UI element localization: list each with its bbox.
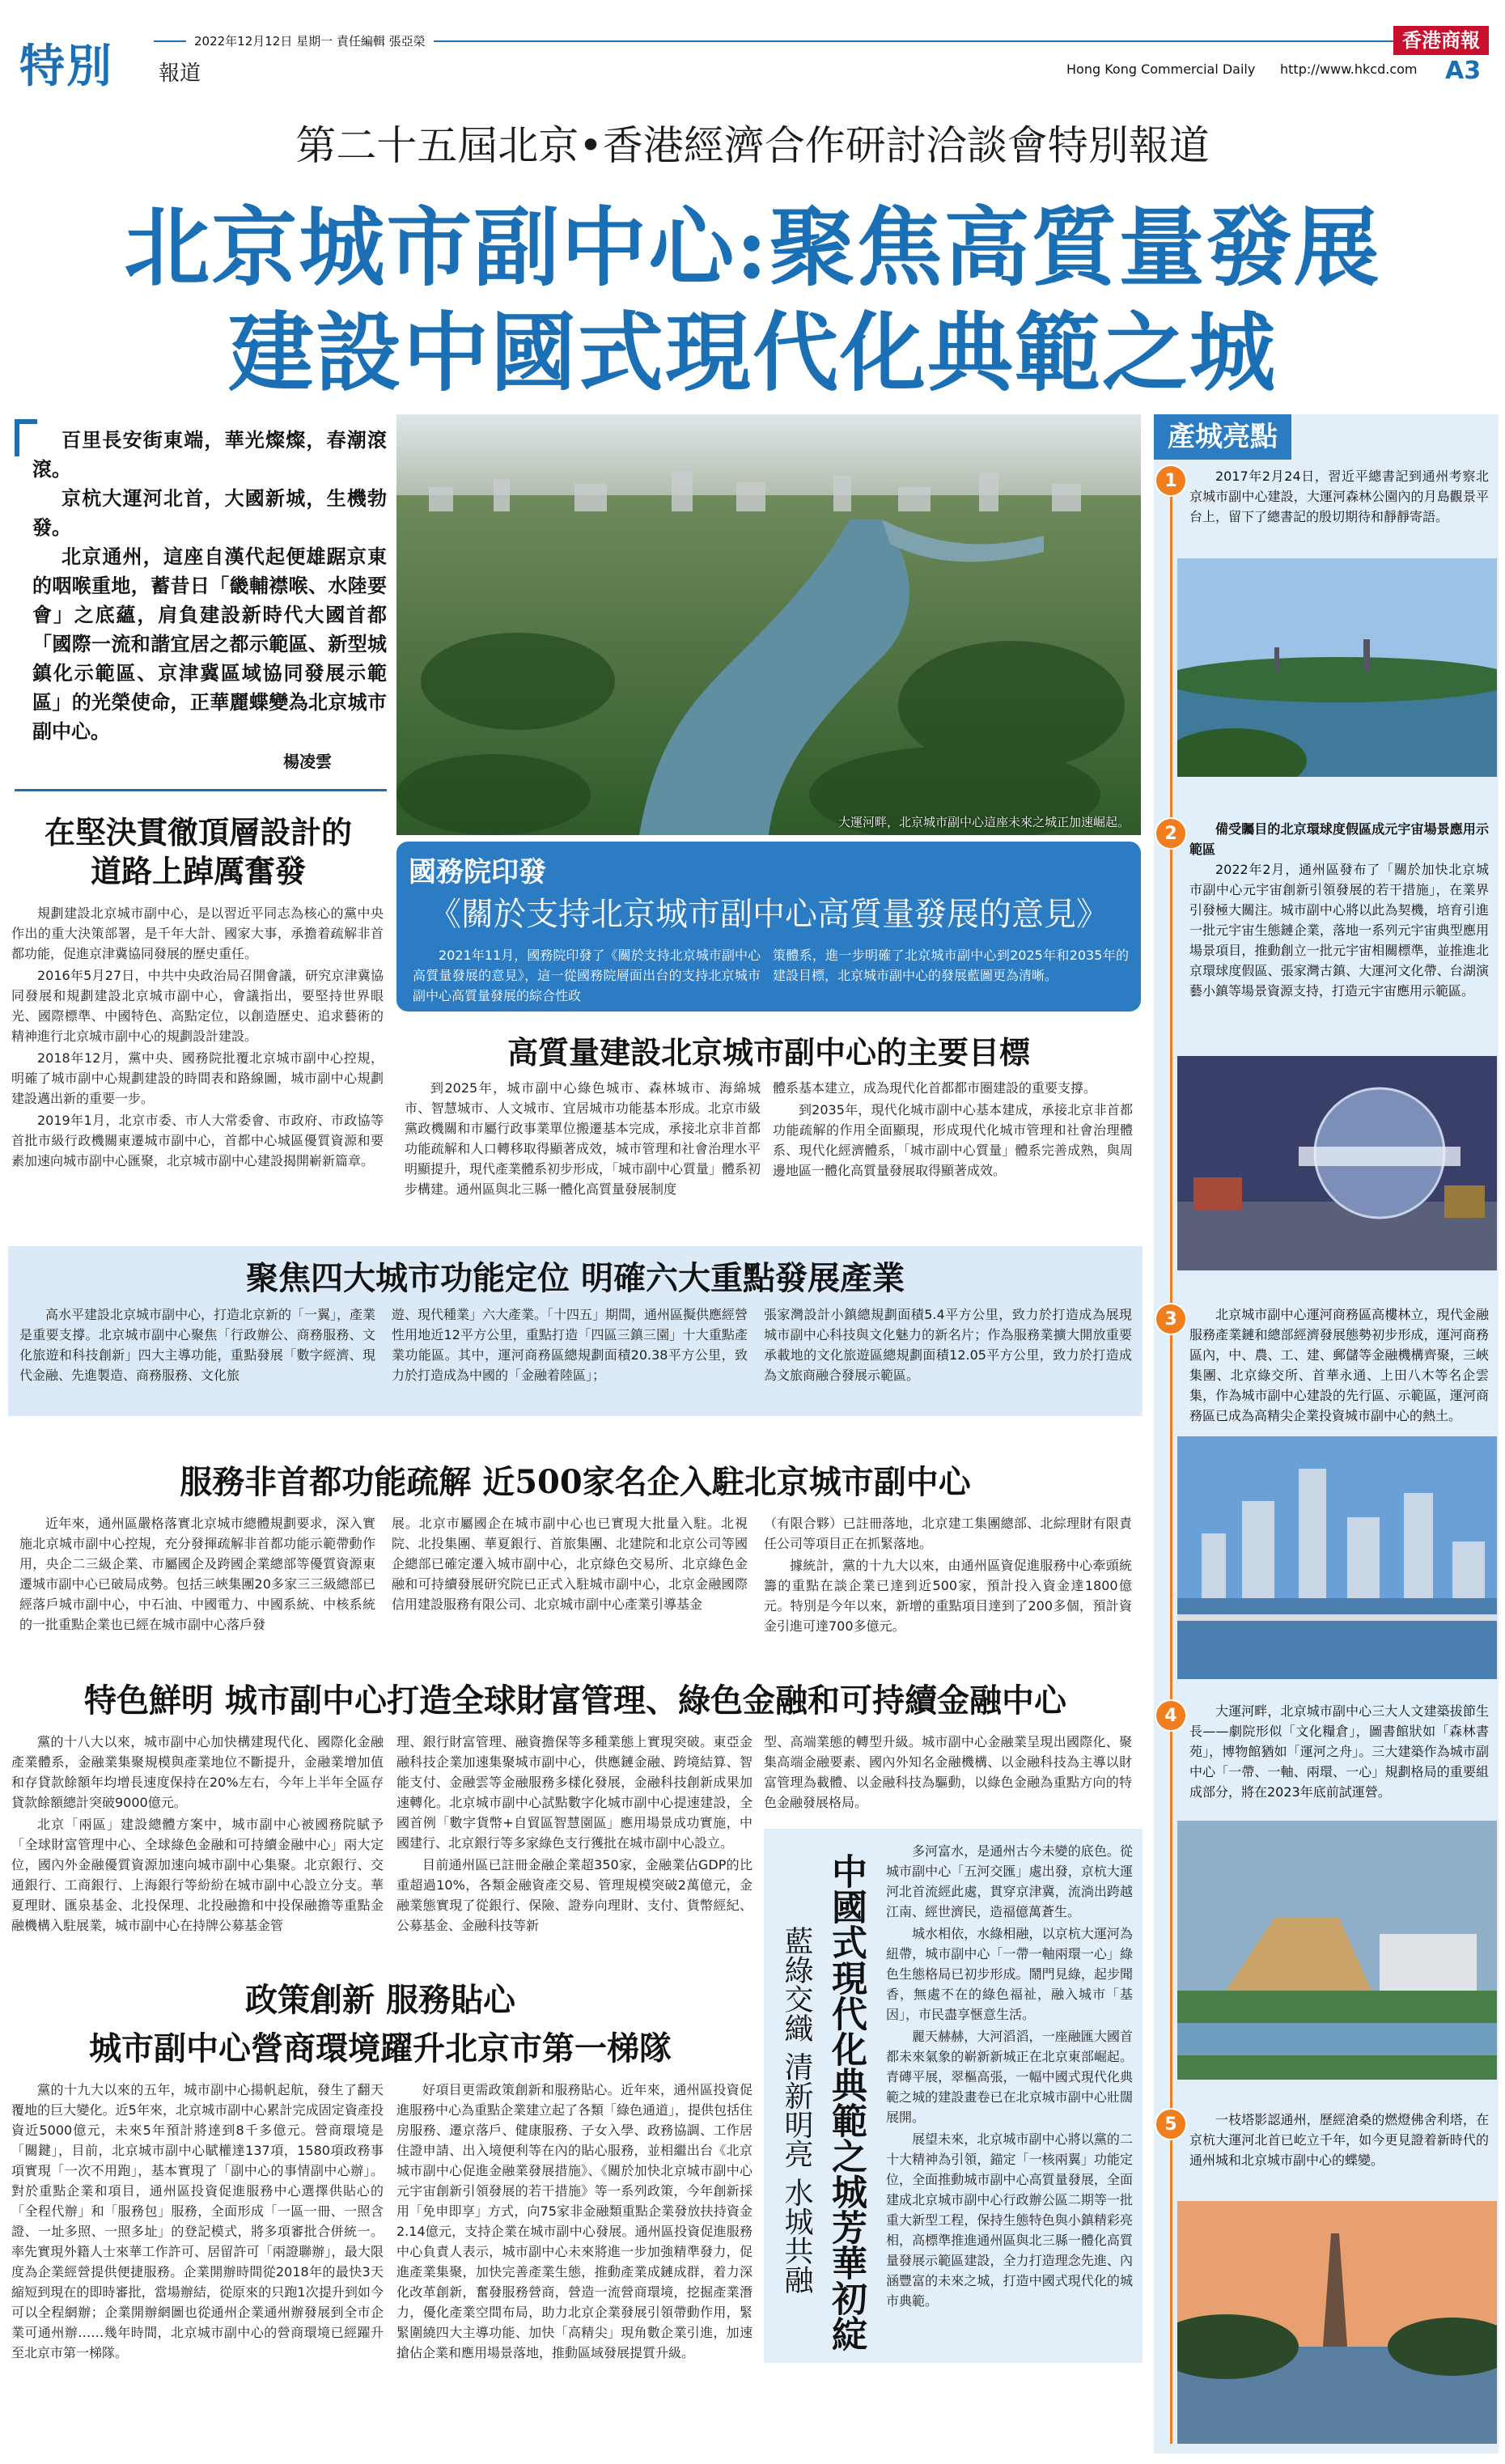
timeline-paragraph: 北京城市副中心運河商務區高樓林立，現代金融服務產業鏈和總部經濟發展態勢初步形成，運河商務區內，中、農、工、建、郵儲等金融機構齊聚，三峽集團、北京綠交所、首華永通、上田八木等名企雲集，作為城市副中心建設的先行區、示範區，運河商務區已成為高精尖企業投資城市副中心的熱土。 xyxy=(1189,1307,1489,1423)
timeline-marker-4: 4 xyxy=(1155,1699,1187,1732)
intro-paragraph: 京杭大運河北首，大國新城，生機勃發。 xyxy=(32,486,387,539)
goals-paragraph: 到2035年，現代化城市副中心基本建成，承接北京非首都功能疏解的作用全面顯現，形成現代化城市管理和社會治理體系、現代化經濟體系，「城市副中心質量」體系完善成熟，與周邊地區一體化高質量發展取得顯著成效。 xyxy=(773,1102,1133,1178)
cultural-buildings-image xyxy=(1177,1821,1497,2080)
timeline-paragraph: 備受矚目的北京環球度假區成元宇宙場景應用示範區 xyxy=(1189,821,1489,857)
finance-paragraph: 目前通州區已註冊金融企業超350家，金融業佔GDP的比重超過10%，各類金融資產交易、管理規模突破2萬億元，金融業態實現了從銀行、保險、證券向理財、支付、貨幣經紀、公募基金、金融科技等新 xyxy=(396,1857,752,1933)
goals-paragraph: 到2025年，城市副中心綠色城市、森林城市、海綿城市、智慧城市、人文城市、宜居城市功能基本形成。北京市級黨政機關和市屬行政事業單位搬遷基本完成，承接北京非首都功能疏解和人口轉移取得顯著成效，城市管理和社會治理水平明顯提升，現代產業體系初步形成，「城市副中心質量」體系初步構建。通州區與北三縣一體化高質量發展制度 xyxy=(405,1080,761,1197)
serve-col-1: 近年來，通州區嚴格落實北京城市總體規劃要求，深入實施北京城市副中心控規，充分發揮疏解非首都功能示範帶動作用，央企二三級企業、市屬國企及跨國企業總部等優質資源東遷城市副中心已破局成勢。包括三峽集團20多家三三級總部已經落戶城市副中心，中石油、中國電力、中國系統、中核系統的一批重點企業也已經在城市副中心落戶發 xyxy=(19,1516,375,1632)
photo-universal-resort xyxy=(1177,1056,1497,1270)
policy-title-line-1: 政策創新 服務貼心 xyxy=(245,1981,515,2019)
policy-title-line-2: 城市副中心營商環境躍升北京市第一梯隊 xyxy=(89,2029,672,2067)
timeline-text-2 xyxy=(1189,819,1489,1001)
photo-moon-island xyxy=(1177,558,1497,777)
paper-logo: 香港商報 xyxy=(1393,26,1489,55)
serve-paragraph: 據統計，黨的十九大以來，由通州區資促進服務中心牽頭統籌的重點在談企業已達到近500家，預計投入資金達1800億元。特別是今年以來，新增的重點項目達到了200多個，預計資金引進可達700多億元。 xyxy=(764,1558,1132,1634)
policy-col-1: 黨的十九大以來的五年，城市副中心揚帆起航，發生了翻天覆地的巨大變化。近5年來，北京城市副中心累計完成固定資產投資近5000億元，未來5年預計將達到8千多億元。營商環境是「關鍵」，目前，北京城市副中心賦權達137項，1580項政務事項實現「一次不用跑」，基本實現了「副中心的事情副中心辦」。對於重點企業和項目，通州區投資促進服務中心選擇供貼心的「全程代辦」和「服務包」服務，全面形成「一區一冊、一照含證、一址多照、一照多址」的登記模式，將多項審批合併統一。率先實現外籍人士來華工作許可、居留許可「兩證聯辦」，最大限度為企業經營提供便捷服務。企業開辦時間從2018年的最快3天縮短到現在的即時審批，當場辦結，從原來的只跑1次提升到如今可以全程網辦；企業開辦網圖也從通州企業通州辦發展到全市企業可通州辦……幾年時間，北京城市副中心的營商環境已經躍升至北京市第一梯隊。 xyxy=(11,2082,384,2360)
timeline-paragraph: 大運河畔，北京城市副中心三大人文建築拔節生長——劇院形似「文化糧倉」，圖書館狀如「森林書苑」，博物館猶如「運河之舟」。三大建築作為城市副中心「一帶、一軸、兩環、一心」規劃格局的重要組成部分，將在2023年底前試運營。 xyxy=(1189,1703,1489,1800)
kicker: 第二十五屆北京•香港經濟合作研討洽談會特別報道 xyxy=(295,122,1210,169)
aerial-view-image xyxy=(396,414,1141,835)
photo-canal-business-district xyxy=(1177,1436,1497,1679)
pagoda-image xyxy=(1177,2201,1497,2444)
universal-globe-image xyxy=(1177,1056,1497,1270)
headline-line-2: 建設中國式現代化典範之城 xyxy=(228,302,1277,403)
goals-col-1 xyxy=(405,1078,761,1201)
photo-randeng-pagoda xyxy=(1177,2201,1497,2444)
water-paragraph: 麗天赫赫，大河滔滔，一座融匯大國首都未來氣象的嶄新新城正在北京東部崛起。青磚平展，翠樞高張，一幅中國式現代化典範之城的建設畫卷已在北京城市副中心壯闊展開。 xyxy=(886,2029,1133,2125)
state-council-title-2: 《關於支持北京城市副中心高質量發展的意見》 xyxy=(429,896,1109,933)
paper-name-en: Hong Kong Commercial Daily xyxy=(1066,61,1256,77)
timeline-paragraph: 一枝塔影認通州，歷經滄桑的燃燈佛舍利塔，在京杭大運河北首已屹立千年，如今更見證着新時代的通州城和北京城市副中心的蝶變。 xyxy=(1189,2112,1489,2168)
state-council-title-1: 國務院印發 xyxy=(409,856,546,888)
water-paragraph: 展望未來，北京城市副中心將以黨的二十大精神為引領，錨定「一核兩翼」功能定位，全面推動城市副中心高質量發展，全面建成北京城市副中心行政辦公區二期等一批重大新型工程，保持生態特色與小鎮精彩亮相，高標準推進通州區與北三縣一體化高質量發展示範區建設，全力打造理念先進、內涵豐富的未來之城，打造中國式現代化的城市典範。 xyxy=(886,2131,1133,2309)
intro-byline: 楊凌雲 xyxy=(283,752,332,771)
four-title: 聚焦四大城市功能定位 明確六大重點發展產業 xyxy=(246,1259,905,1297)
timeline-text-1 xyxy=(1189,466,1489,527)
timeline-marker-1: 1 xyxy=(1155,464,1187,497)
timeline-text-5 xyxy=(1189,2110,1489,2170)
finance-title: 特色鮮明 城市副中心打造全球財富管理、綠色金融和可持續金融中心 xyxy=(84,1682,1066,1720)
finance-col-1 xyxy=(11,1732,384,1937)
sec1-paragraph: 2016年5月27日，中共中央政治局召開會議，研究京津冀協同發展和規劃建設北京城市副中心，會議指出，要堅持世界眼光、國際標準、中國特色、高點定位，以創造歷史、追求藝術的精神進行北京城市副中心的規劃設計建設。 xyxy=(11,968,384,1044)
water-body xyxy=(886,1841,1133,2313)
sidebar-title: 產城亮點 xyxy=(1154,414,1291,460)
goals-title: 高質量建設北京城市副中心的主要目標 xyxy=(507,1034,1030,1071)
sec1-body xyxy=(11,903,384,1173)
goals-col-2 xyxy=(773,1078,1133,1182)
serve-title: 服務非首都功能疏解 近500家名企入駐北京城市副中心 xyxy=(180,1463,971,1501)
serve-col-3 xyxy=(764,1513,1132,1638)
sec1-paragraph: 規劃建設北京城市副中心，是以習近平同志為核心的黨中央作出的重大決策部署，是千年大計、國家大事，承擔着疏解非首都功能，促進京津冀協同發展的歷史重任。 xyxy=(11,905,384,961)
timeline-text-3 xyxy=(1189,1304,1489,1426)
four-col-3: 張家灣設計小鎮總規劃面積5.4平方公里，致力於打造成為展現城市副中心科技與文化魅力的新名片；作為服務業擴大開放重要承載地的文化旅遊區總規劃面積12.05平方公里，致力於打造成為文旅商融合發展示範區。 xyxy=(764,1307,1132,1383)
sec1-paragraph: 2018年12月，黨中央、國務院批覆北京城市副中心控規，明確了城市副中心規劃建設的時間表和路線圖，城市副中心規劃建設邁出新的重要一步。 xyxy=(11,1050,384,1106)
policy-col-2: 好項目更需政策創新和服務貼心。近年來，通州區投資促進服務中心為重點企業建立起了各類「綠色通道」，提供包括住房服務、遷京落戶、健康服務、子女入學、政務協調、工作居住證申請、出入境便利等在內的貼心服務，並相繼出台《北京城市副中心促進金融業發展措施》、《關於加快北京城市副中心元宇宙創新引領發展的若干措施》等一系列政策，今年創新採用「免申即享」方式，向75家非金融類重點企業發放扶持資金2.14億元，支持企業在城市副中心發展。通州區投資促進服務中心負責人表示，城市副中心未來將進一步加強精準發力，促進產業集聚，加快完善產業生態，推動產業成鏈成群，着力深化改革創新，奮發服務營商，營造一流營商環境，挖掘產業潛力，優化產業空間布局，助力北京企業發展引領帶動作用，緊緊圍繞四大主導功能、加快「高精尖」現角數企業引進，加速搶佔企業和應用場景落地，推動區域發展提質升級。 xyxy=(396,2082,753,2360)
finance-paragraph: 黨的十八大以來，城市副中心加快構建現代化、國際化金融產業體系，金融業集聚規模與產業地位不斷提升，金融業增加值和存貸款餘額年均增長速度保持在20%左右，今年上半年全區存貸款餘額總計突破9000億元。 xyxy=(11,1734,384,1810)
sidebar-timeline-line xyxy=(1170,477,1172,2444)
intro-paragraph: 百里長安街東端，華光燦燦，春潮滾滾。 xyxy=(32,428,387,481)
finance-paragraph: 北京「兩區」建設總體方案中，城市副中心被國務院賦予「全球財富管理中心、全球綠色金融和可持續金融中心」兩大定位，國內外金融優質資源加速向城市副中心集聚。北京銀行、交通銀行、工商銀行、上海銀行等紛紛在城市副中心設立分支。華夏理財、匯泉基金、北投保理、北投融擔和中投保融擔等重點金融機構入駐展業，城市副中心在持牌公募基金管 xyxy=(11,1817,384,1933)
sec1-title-line-2: 道路上踔厲奮發 xyxy=(90,853,306,889)
water-title: 中國式現代化典範之城芳華初綻 xyxy=(825,1853,867,2352)
date-line: 2022年12月12日 星期一 責任編輯 張亞榮 xyxy=(186,32,434,49)
timeline-text-4 xyxy=(1189,1701,1489,1802)
timeline-marker-2: 2 xyxy=(1155,817,1187,850)
finance-col-2 xyxy=(396,1732,752,1937)
four-col-2: 遊、現代種業」六大產業。「十四五」期間，通州區擬供應經營性用地近12平方公里，重點打造「四區三鎮三園」十大重點產業功能區。其中，運河商務區總規劃面積20.38平方公里，致力於打造成為中國的「金融着陸區」； xyxy=(392,1307,748,1383)
moon-island-image xyxy=(1177,558,1497,777)
section-label: 特別 xyxy=(19,40,113,93)
state-council-right: 策體系，進一步明確了北京城市副中心到2025年和2035年的建設目標，北京城市副中心的發展藍圖更為清晰。 xyxy=(773,948,1129,983)
section-sub-label: 報道 xyxy=(159,61,201,86)
headline-line-1: 北京城市副中心:聚焦高質量發展 xyxy=(124,197,1381,298)
photo-cultural-buildings xyxy=(1177,1821,1497,2080)
water-paragraph: 多河富水，是通州古今未變的底色。從城市副中心「五河交匯」處出發，京杭大運河北首流經此處，貫穿京津冀，流淌出跨越江南、經世濟民，造福億萬蒼生。 xyxy=(886,1843,1133,1919)
paper-url: http://www.hkcd.com xyxy=(1280,61,1418,77)
finance-col-3: 型、高端業態的轉型升級。城市副中心金融業呈現出國際化、聚集高端金融要素、國內外知名金融機構、以金融科技為主導以財富管理為載體、以金融科技為驅動，以綠色金融為重點方向的特色金融發展格局。 xyxy=(764,1734,1132,1810)
state-council-left: 2021年11月，國務院印發了《關於支持北京城市副中心高質量發展的意見》，這一從國務院層面出台的支持北京城市副中心高質量發展的綜合性政 xyxy=(413,948,761,1003)
intro-block xyxy=(32,426,387,746)
timeline-paragraph: 2022年2月，通州區發布了「關於加快北京城市副中心元宇宙創新引領發展的若干措施」，在業界引發極大關注。城市副中心將以此為契機，培育引進一批元宇宙生態鏈企業，落地一系列元宇宙典型應用場景項目，推動創立一批元宇宙相關標準，並推進北京環球度假區、張家灣古鎮、大運河文化帶、台湖演藝小鎮等場景資源支持，打造元宇宙應用示範區。 xyxy=(1189,862,1489,999)
intro-paragraph: 北京通州，這座自漢代起便雄踞京東的咽喉重地，蓄昔日「畿輔襟喉、水陸要會」之底蘊，肩負建設新時代大國首都「國際一流和諧宜居之都示範區、新型城鎮化示範區、京津冀區域協同發展示範區」的光榮使命，正華麗蝶變為北京城市副中心。 xyxy=(32,545,387,743)
timeline-marker-5: 5 xyxy=(1155,2108,1187,2140)
sec1-paragraph: 2019年1月，北京市委、市人大常委會、市政府、市政協等首批市級行政機關東遷城市副中心，首都中心城區優質資源和要素加速向城市副中心匯聚，北京城市副中心建設揭開嶄新篇章。 xyxy=(11,1113,384,1168)
sec1-title-line-1: 在堅決貫徹頂層設計的 xyxy=(44,814,352,850)
masthead xyxy=(0,0,1505,93)
main-photo-grand-canal xyxy=(396,414,1141,835)
goals-paragraph: 體系基本建立，成為現代化首都都市圈建設的重要支撐。 xyxy=(773,1080,1097,1096)
timeline-paragraph: 2017年2月24日，習近平總書記到通州考察北京城市副中心建設，大運河森林公園內的月島觀景平台上，留下了總書記的殷切期待和靜靜寄語。 xyxy=(1189,469,1489,524)
water-subtitle: 藍綠交織 清新明亮 水城共融 xyxy=(780,1926,813,2294)
four-col-1: 高水平建設北京城市副中心，打造北京新的「一翼」，產業是重要支撐。北京城市副中心聚焦「行政辦公、商務服務、文化旅遊和科技創新」四大主導功能，重點發展「數字經濟、現代金融、先進製造、商務服務、文化旅 xyxy=(19,1307,376,1383)
page-number: A3 xyxy=(1445,57,1482,85)
water-paragraph: 城水相依，水綠相融，以京杭大運河為紐帶，城市副中心「一帶一軸兩環一心」綠色生態格局已初步形成。鬧門見綠，起步聞香，無處不在的綠色福祉，融入城市「基因」，市民盡享愜意生活。 xyxy=(886,1926,1133,2022)
serve-col-2: 展。北京市屬國企在城市副中心也已實現大批量入駐。北視院、北投集團、華夏銀行、首旅集團、北建院和北京公司等國企總部已確定遷入城市副中心，北京綠色交易所、北京綠色金融和可持續發展研究院已正式入駐城市副中心，北京金融國際信用建設服務有限公司、北京城市副中心產業引導基金 xyxy=(392,1516,748,1612)
serve-paragraph: （有限合夥）已註冊落地，北京建工集團總部、北綜理財有限責任公司等項目正在抓緊落地。 xyxy=(764,1516,1132,1551)
main-photo-caption: 大運河畔，北京城市副中心這座未來之城正加速崛起。 xyxy=(837,815,1130,829)
finance-paragraph: 理、銀行財富管理、融資擔保等多種業態上實現突破。東亞金融科技企業加速集聚城市副中心，供應鏈金融、跨境結算、智能支付、金融雲等金融服務多樣化發展，金融科技創新成果加速轉化。北京城市副中心試點數字化城市副中心提速建設，全國首例「數字貨幣+自貿區智慧園區」應用場景成功實施，中國建行、北京銀行等多家綠色支行獲批在城市副中心設立。 xyxy=(396,1734,752,1851)
timeline-marker-3: 3 xyxy=(1155,1303,1187,1335)
skyline-image xyxy=(1177,1436,1497,1679)
intro-divider xyxy=(15,789,387,791)
